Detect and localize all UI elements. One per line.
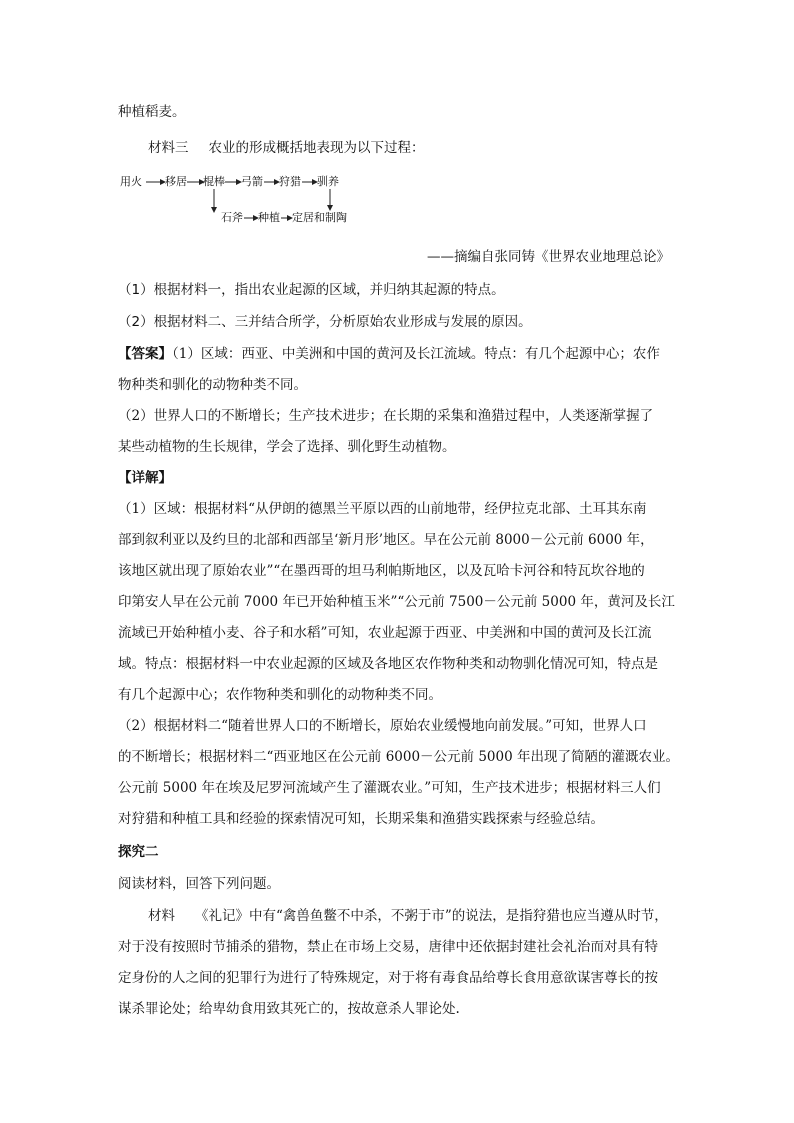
flow-node: 狩猎 (279, 175, 301, 188)
section-2-material-line: 谋杀罪论处；给卑幼食用致其死亡的，按故意杀人罪论处. (118, 1001, 460, 1017)
answer-text: （1）区域：西亚、中美洲和中国的黄河及长江流域。特点：有几个起源中心；农作 (172, 346, 660, 362)
flow-node: 定居和制陶 (292, 211, 347, 224)
answer-label: 【答案】 (118, 346, 172, 362)
section-2-title: 探究二 (118, 844, 159, 860)
detail-line: 域。特点：根据材料一中农业起源的区域及各地区农作物种类和动物驯化情况可知，特点是 (118, 656, 658, 672)
flow-node: 弓箭 (241, 175, 263, 188)
flow-node: 种植 (258, 211, 280, 224)
flow-node: 用火 (120, 175, 142, 188)
detail-line: 流域已开始种植小麦、谷子和水稻”可知，农业起源于西亚、中美洲和中国的黄河及长江流 (118, 625, 652, 641)
detail-line: 该地区就出现了原始农业”“在墨西哥的坦马利帕斯地区，以及瓦哈卡河谷和特瓦坎谷地的 (118, 563, 645, 579)
flow-node: 石斧 (221, 211, 243, 224)
answer-line: 某些动植物的生长规律，学会了选择、驯化野生动植物。 (118, 439, 456, 455)
answer-line-1 (118, 345, 660, 363)
detail-label: 【详解】 (118, 470, 172, 486)
detail-line: （2）根据材料二“随着世界人口的不断增长，原始农业缓慢地向前发展。”可知，世界人口 (118, 718, 647, 734)
section-2-material-line: 定身份的人之间的犯罪行为进行了特殊规定，对于将有毒食品给尊长食用意欲谋害尊长的按 (118, 970, 658, 986)
detail-line: 公元前 5000 年在埃及尼罗河流域产生了灌溉农业。”可知，生产技术进步；根据材料三人们 (118, 780, 661, 796)
flow-node: 驯养 (317, 175, 339, 188)
section-2-material-label: 材料 (148, 908, 175, 924)
text-fragment: 种植稻麦。 (118, 104, 186, 120)
detail-line: 印第安人早在公元前 7000 年已开始种植玉米”“公元前 7500－公元前 5000 年，黄河及长江 (118, 594, 675, 610)
flow-node: 移居 (165, 175, 187, 188)
detail-line: 对狩猎和种植工具和经验的探索情况可知，长期采集和渔猎实践探索与经验总结。 (118, 811, 604, 827)
section-2-material-line-1 (148, 907, 668, 925)
answer-line: 物种类和驯化的动物种类不同。 (118, 377, 307, 393)
material-3-label: 材料三 (148, 140, 189, 156)
detail-line: （1）区域：根据材料“从伊朗的德黑兰平原以西的山前地带，经伊拉克北部、土耳其东南 (118, 501, 647, 517)
detail-line: 有几个起源中心；农作物种类和驯化的动物种类不同。 (118, 687, 442, 703)
flow-node: 棍棒 (203, 175, 225, 188)
detail-line: 部到叙利亚以及约旦的北部和西部呈‘新月形’地区。早在公元前 8000－公元前 6000 年， (118, 532, 654, 548)
section-2-material-line: 对于没有按照时节捕杀的猎物，禁止在市场上交易，唐律中还依据封建社会礼治而对具有特 (118, 939, 658, 955)
detail-line: 的不断增长；根据材料二“西亚地区在公元前 6000－公元前 5000 年出现了简陋的灌溉农业。 (118, 749, 679, 765)
question-1: （1）根据材料一，指出农业起源的区域，并归纳其起源的特点。 (118, 282, 505, 298)
material-3-text: 农业的形成概括地表现为以下过程： (208, 140, 425, 156)
section-2-prompt: 阅读材料，回答下列问题。 (118, 876, 280, 892)
answer-line: （2）世界人口的不断增长；生产技术进步；在长期的采集和渔猎过程中，人类逐渐掌握了 (118, 408, 654, 424)
question-2: （2）根据材料二、三并结合所学，分析原始农业形成与发展的原因。 (118, 314, 532, 330)
source-citation: ——摘编自张同铸《世界农业地理总论》 (427, 249, 670, 265)
section-2-material-text: 《礼记》中有“禽兽鱼鳖不中杀，不粥于市”的说法，是指狩猎也应当遵从时节， (195, 908, 668, 924)
flow-arrows (0, 0, 794, 260)
